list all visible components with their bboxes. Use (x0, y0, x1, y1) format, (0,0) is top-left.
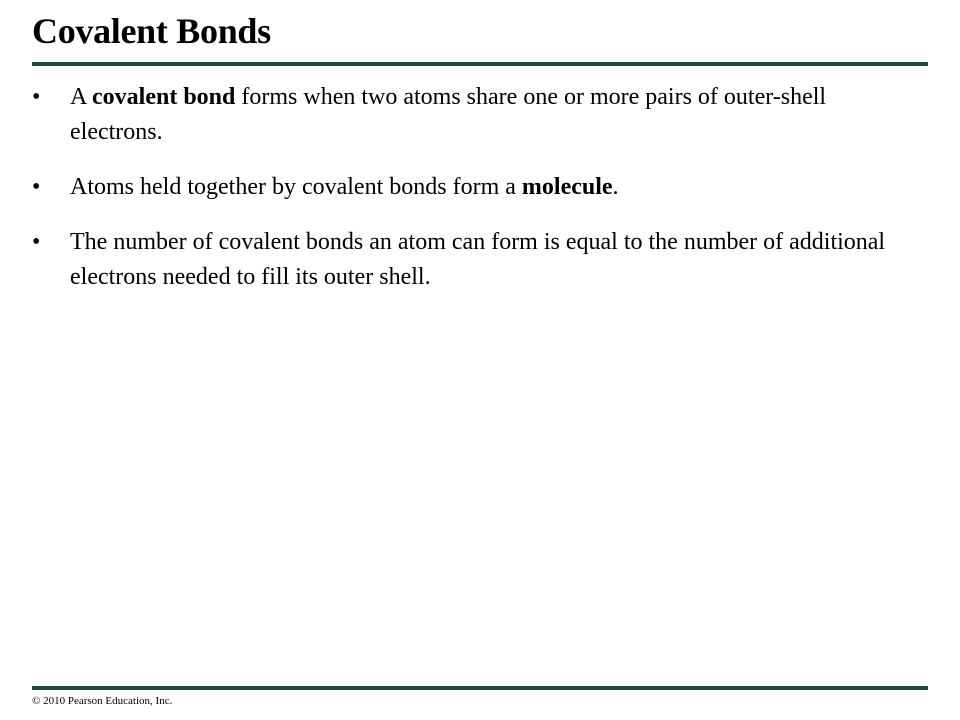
bullet-text-before: Atoms held together by covalent bonds form a (70, 174, 522, 200)
title-divider (32, 62, 928, 66)
bullet-text-after: . (612, 174, 619, 200)
bullet-text (70, 229, 885, 290)
bullet-text-bold: molecule (521, 174, 613, 200)
bullet-list (32, 80, 912, 315)
bullet-dot-icon: • (32, 174, 41, 200)
bullet-text (70, 174, 619, 200)
slide-title: Covalent Bonds (32, 11, 271, 51)
bullet-item (32, 80, 912, 150)
bullet-text-after: forms when two atoms share one or more pairs of outer-shell electrons. (70, 84, 827, 145)
copyright-notice: © 2010 Pearson Education, Inc. (32, 695, 173, 707)
bullet-dot-icon: • (32, 229, 41, 255)
bullet-text (70, 84, 826, 145)
bullet-text-bold: covalent bond (92, 84, 236, 110)
bullet-text-before: A (70, 84, 93, 110)
bullet-dot-icon: • (32, 84, 41, 110)
bullet-item (32, 170, 912, 205)
footer-divider (32, 686, 928, 690)
bullet-item (32, 225, 912, 295)
bullet-text-before: The number of covalent bonds an atom can form is equal to the number of additional electrons needed to fill its outer shell. (70, 229, 886, 290)
